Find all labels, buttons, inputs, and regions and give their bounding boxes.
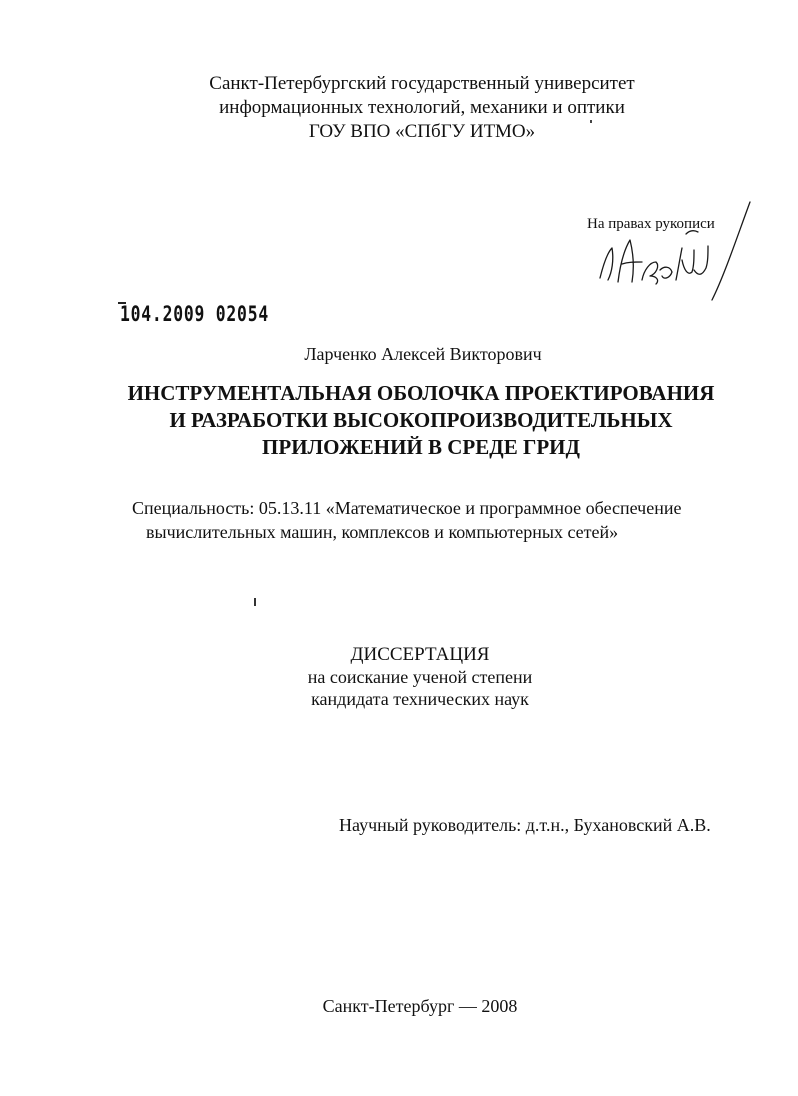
university-line-3: ГОУ ВПО «СПбГУ ИТМО» (308, 121, 536, 142)
author-name: Ларченко Алексей Викторович (304, 344, 542, 364)
university-line-2: информационных технологий, механики и оптики (219, 97, 625, 118)
dissertation-block (0, 644, 798, 710)
university-header (0, 72, 798, 144)
library-stamp-number: 104.2009 02054 (120, 302, 269, 326)
degree-line-2: кандидата технических наук (311, 689, 529, 709)
specialty (132, 496, 681, 544)
specialty-line-2: вычислительных машин, комплексов и компьютерных сетей» (146, 522, 619, 542)
title-line-2: И РАЗРАБОТКИ ВЫСОКОПРОИЗВОДИТЕЛЬНЫХ (169, 408, 673, 432)
scientific-advisor: Научный руководитель: д.т.н., Бухановский А.В. (339, 815, 711, 835)
manuscript-note: На правах рукописи (587, 216, 715, 232)
university-line-1: Санкт-Петербургский государственный университет (209, 73, 635, 94)
title-line-3: ПРИЛОЖЕНИЙ В СРЕДЕ ГРИД (262, 435, 580, 459)
specialty-line-1: Специальность: 05.13.11 «Математическое и программное обеспечение (132, 498, 682, 518)
title-line-1: ИНСТРУМЕНТАЛЬНАЯ ОБОЛОЧКА ПРОЕКТИРОВАНИЯ (127, 381, 715, 405)
dissertation-heading: ДИССЕРТАЦИЯ (350, 644, 490, 665)
city-year: Санкт-Петербург — 2008 (322, 996, 518, 1016)
degree-line-1: на соискание ученой степени (307, 667, 533, 687)
dissertation-title (0, 380, 798, 461)
ink-speck (590, 120, 592, 123)
ink-tick-mark (254, 598, 256, 606)
handwritten-signature (590, 200, 765, 310)
